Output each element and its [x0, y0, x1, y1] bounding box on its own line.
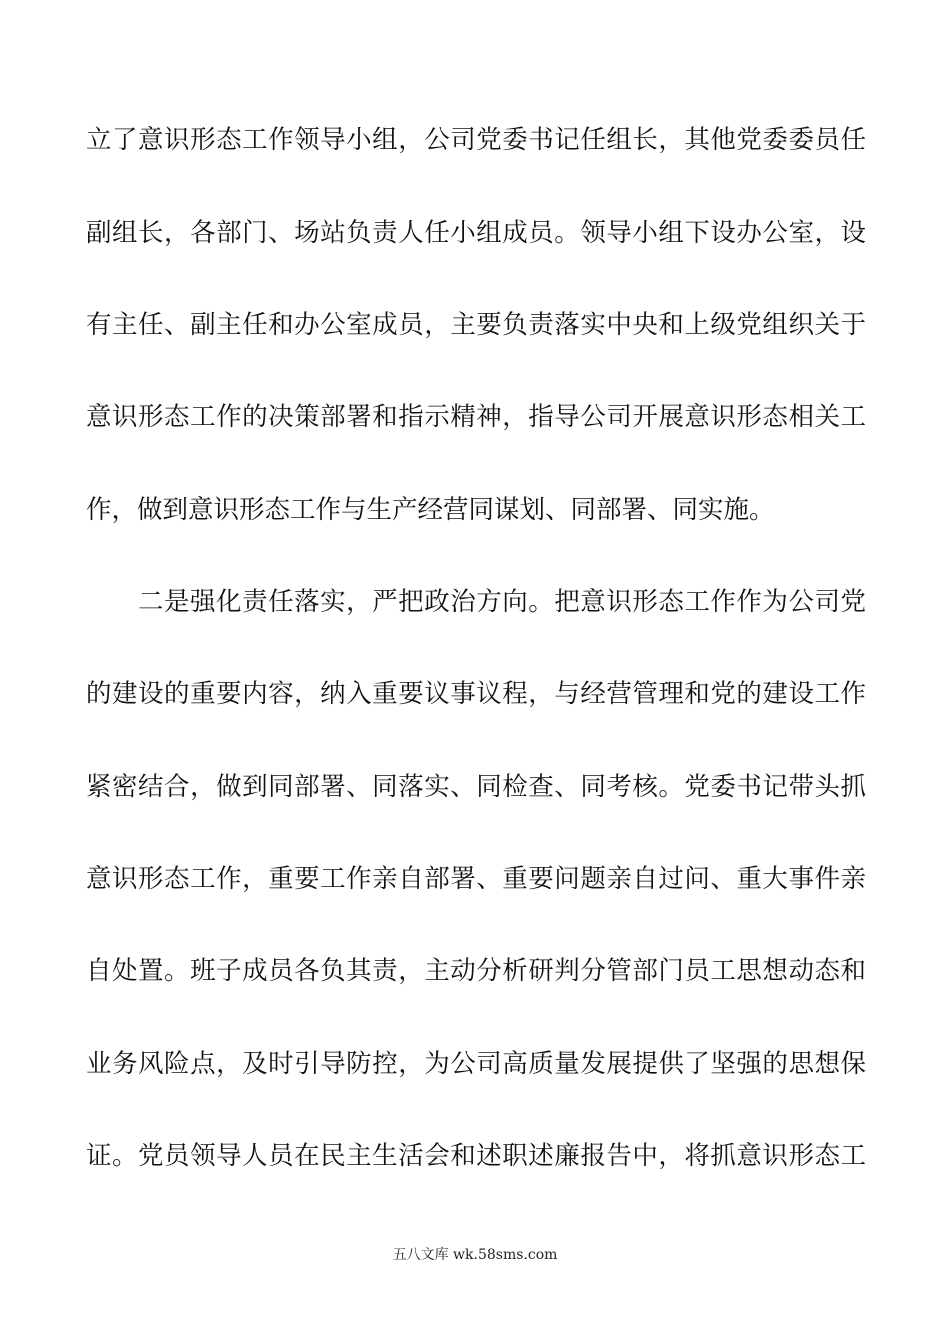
paragraph-line-4: 意识形态工作的决策部署和指示精神，指导公司开展意识形态相关工: [86, 402, 866, 432]
paragraph-line-10: 自处置。班子成员各负其责，主动分析研判分管部门员工思想动态和: [86, 956, 866, 986]
paragraph-line-9: 意识形态工作，重要工作亲自部署、重要问题亲自过问、重大事件亲: [86, 864, 866, 894]
paragraph-line-8: 紧密结合，做到同部署、同落实、同检查、同考核。党委书记带头抓: [86, 772, 866, 802]
paragraph-line-1: 立了意识形态工作领导小组，公司党委书记任组长，其他党委委员任: [86, 125, 866, 155]
paragraph-line-6: 二是强化责任落实，严把政治方向。把意识形态工作作为公司党: [138, 587, 866, 617]
paragraph-line-12: 证。党员领导人员在民主生活会和述职述廉报告中，将抓意识形态工: [86, 1141, 866, 1171]
paragraph-line-11: 业务风险点，及时引导防控，为公司高质量发展提供了坚强的思想保: [86, 1049, 866, 1079]
paragraph-line-2: 副组长，各部门、场站负责人任小组成员。领导小组下设办公室，设: [86, 218, 866, 248]
footer-watermark-text: 五八文库 wk.58sms.com: [392, 1247, 558, 1263]
paragraph-line-3: 有主任、副主任和办公室成员，主要负责落实中央和上级党组织关于: [86, 310, 866, 340]
paragraph-line-5: 作，做到意识形态工作与生产经营同谋划、同部署、同实施。: [86, 495, 775, 525]
paragraph-line-7: 的建设的重要内容，纳入重要议事议程，与经营管理和党的建设工作: [86, 679, 866, 709]
